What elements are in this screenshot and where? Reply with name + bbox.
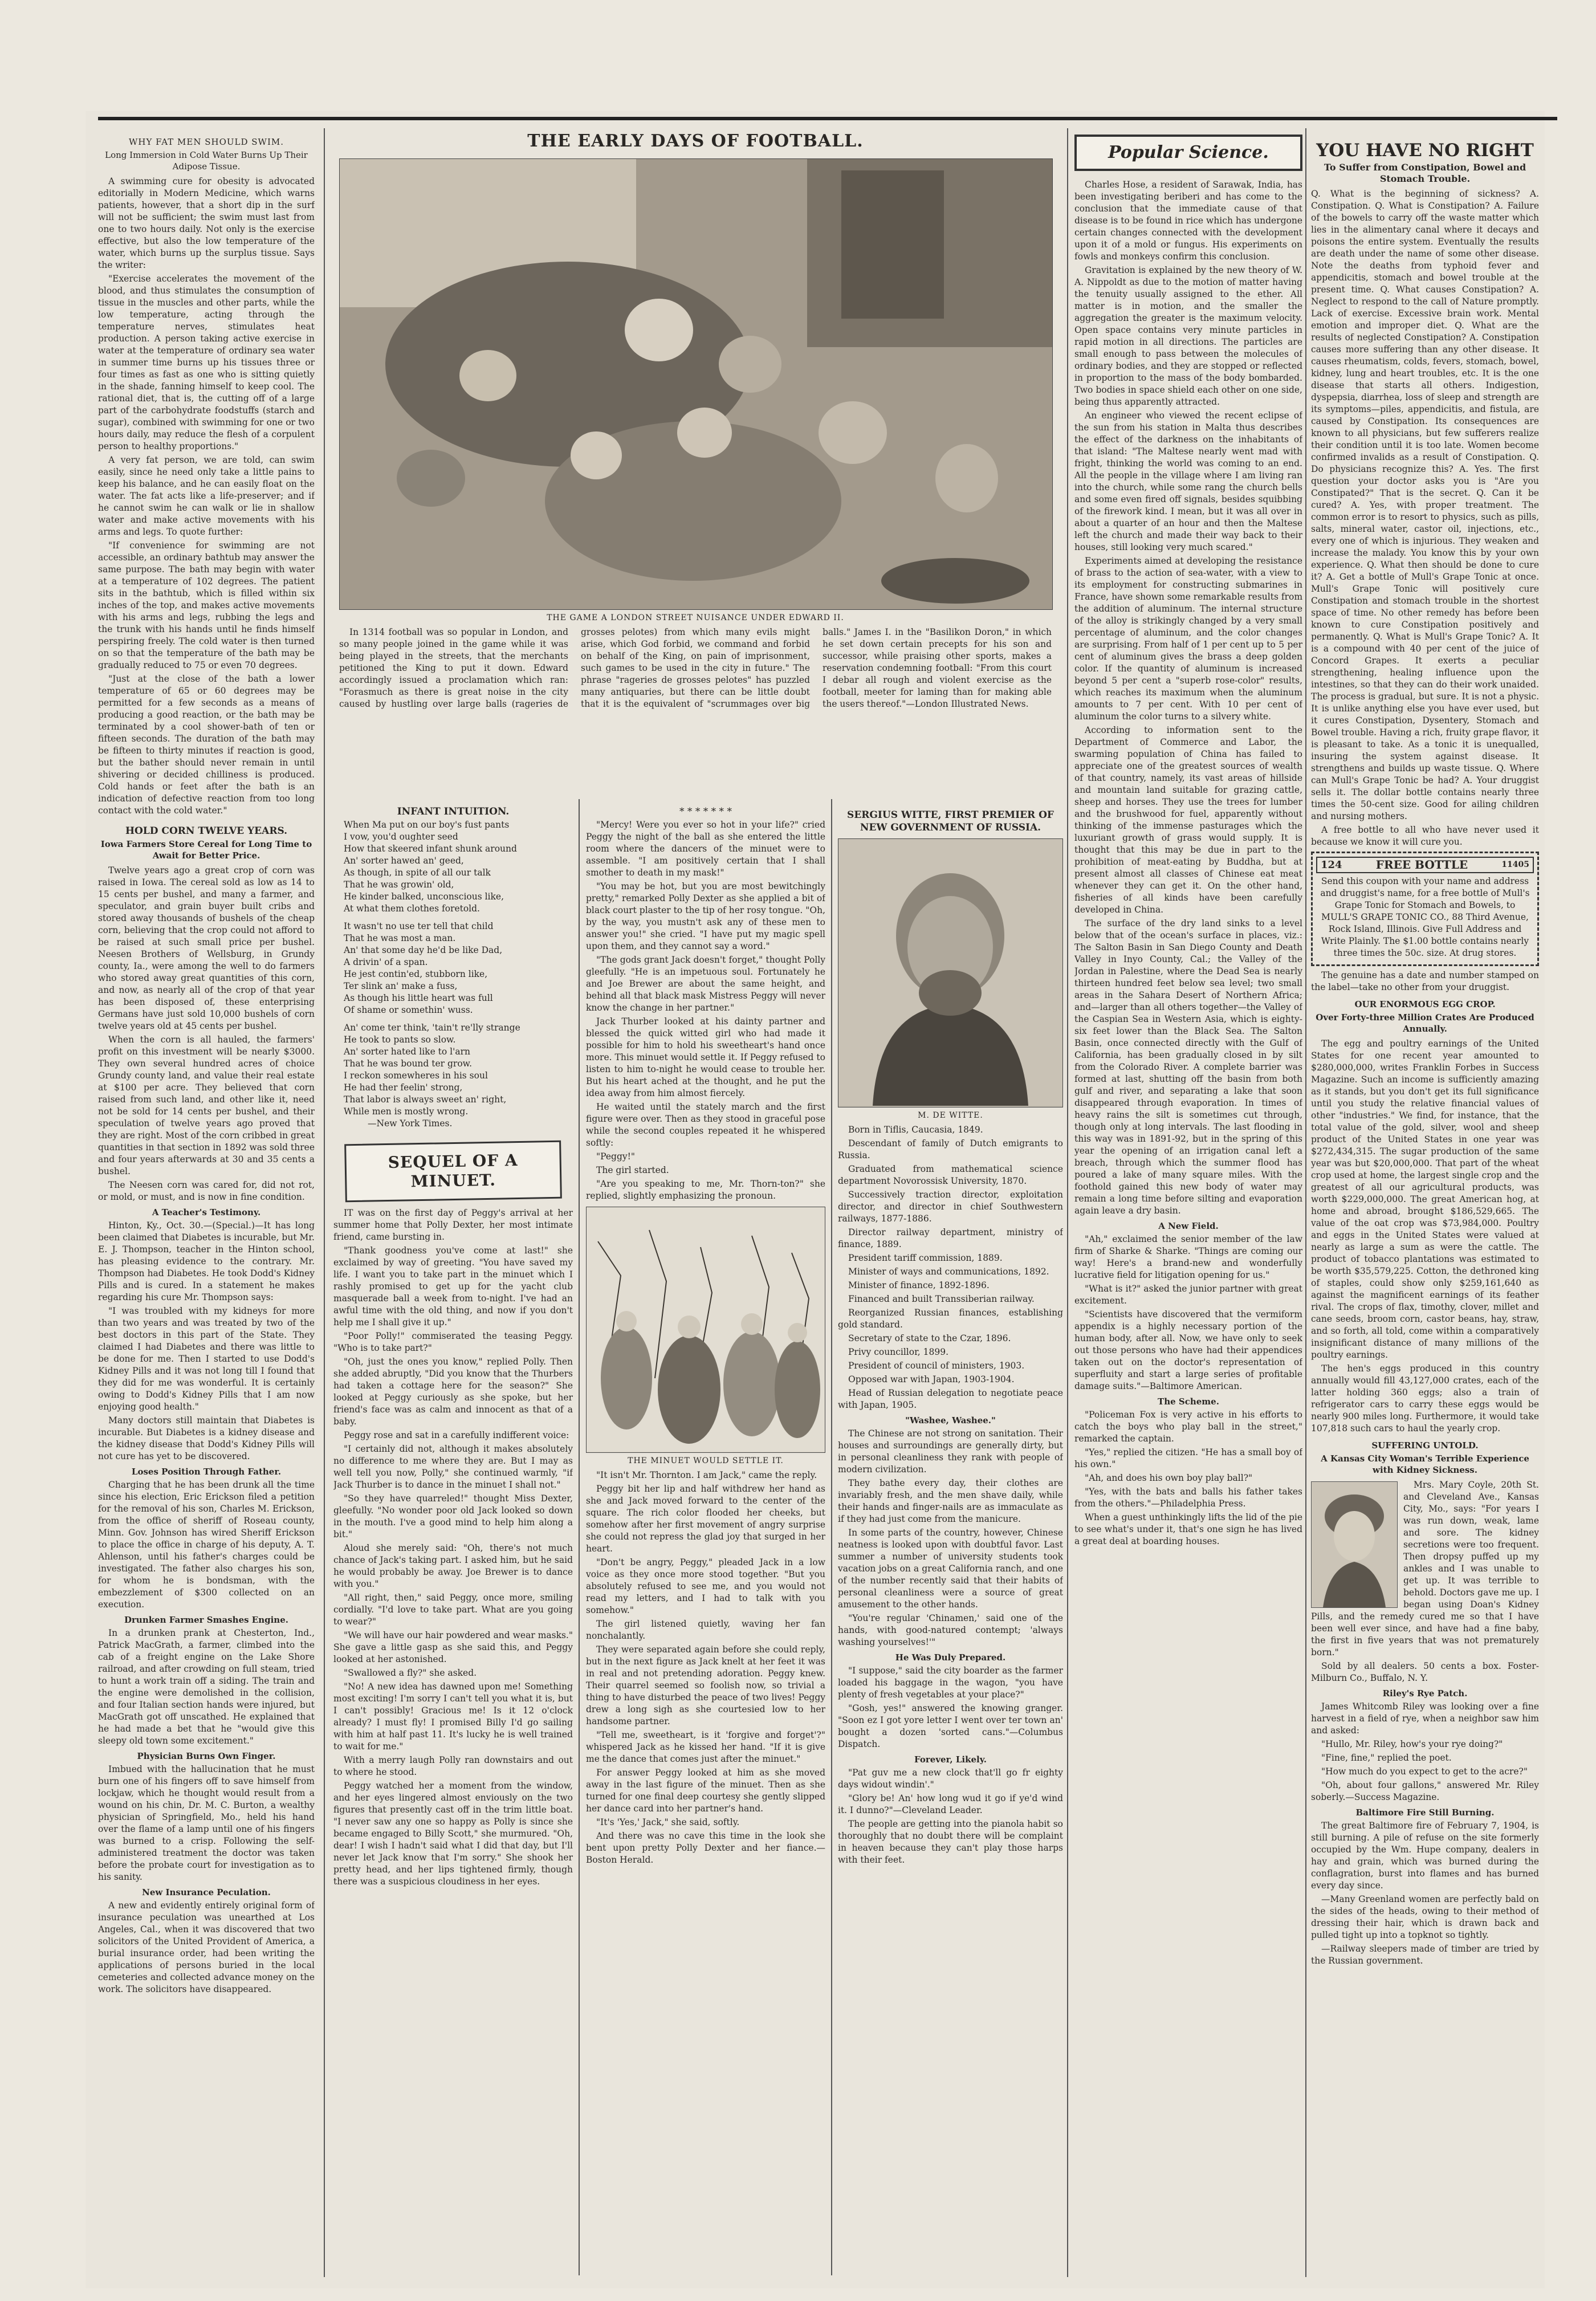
article-title: Riley's Rye Patch.	[1382, 1688, 1468, 1699]
minuet-title-box	[344, 1141, 562, 1203]
article-title: Drunken Farmer Smashes Engine.	[124, 1615, 288, 1625]
poem-line: While men is mostly wrong.	[344, 1106, 469, 1117]
ad-headline: YOU HAVE NO RIGHT	[1316, 140, 1534, 161]
paragraph: The hen's eggs produced in this country annually would fill 43,127,000 crates, each of the latter holding 360 eggs; also a train of refrigerator cars to carry these eggs would be nearly 900 miles long. Furthermore, it would take 107,818 such cars to haul the yearly crop.	[1311, 1363, 1539, 1433]
paragraph: "Glory be! An' how long wud it go if ye'd wind it. I dunno?"—Cleveland Leader.	[838, 1793, 1063, 1815]
paragraph: "Poor Polly!" commiserated the teasing Peggy. "Who is to take part?"	[333, 1331, 573, 1353]
column-1	[98, 131, 315, 2280]
poem-line: That he was bound ter grow.	[344, 1058, 473, 1069]
paragraph: "All right, then," said Peggy, once more, smiling cordially. "I'd love to take part. What are you going to wear?"	[333, 1593, 573, 1627]
top-rule	[98, 117, 1557, 120]
section-divider: * * * * * * *	[679, 806, 732, 817]
article-title: A New Field.	[1158, 1221, 1219, 1231]
ad-offer: A free bottle to all who have never used it because we know it will cure you.	[1311, 825, 1539, 847]
minuet-illustration	[586, 1207, 825, 1453]
paragraph: "Fine, fine," replied the poet.	[1321, 1753, 1452, 1763]
popular-science-logo	[1074, 135, 1302, 171]
poem-line: That labor is always sweet an' right,	[344, 1094, 507, 1105]
paragraph: Minister of ways and communications, 1892.	[848, 1266, 1049, 1277]
paragraph: "How much do you expect to get to the acre?"	[1321, 1766, 1528, 1777]
poem-line: An' that some day he'd be like Dad,	[344, 945, 503, 955]
football-article	[333, 130, 1057, 797]
paragraph: James Whitcomb Riley was looking over a fine harvest in a field of rye, when a neighbor saw him and asked:	[1311, 1701, 1539, 1736]
column-rule	[1305, 128, 1306, 2277]
article-title: "Washee, Washee."	[905, 1415, 996, 1426]
paragraph: The surface of the dry land sinks to a level below that of the ocean's surface in places, viz.: The Salton Basin in San Diego County and Death Valley in Inyo County, Cal.; the Valley of the Jordan in Palestine, where the Dead Sea is nearly thirteen hundred feet below sea level; two small areas in the Sahara Desert of Northern Africa; and—larger than all others together—the Valley of the Caspian Sea in Western Asia, which is eighty-six feet lower than the Black Sea. The Salton Basin, once connected directly with the Gulf of California, has been gradually closed in by silt from the Colorado River. A complete barrier was formed at last, shutting off the basin from both gulf and river, and separating a lake that soon disappeared through evaporation. In times of heavy rains the silt is sometimes cut through, though only at long intervals. The last flooding in this way was in 1891-92, but in the spring of this year the opening of an irrigation canal left a breach, through which the summer flood has poured a lake of many square miles. With the foothold gained this new body of water may remain a long time before silting and evaporation again leave a dry basin.	[1074, 918, 1302, 1216]
paragraph: A new and evidently entirely original form of insurance peculation was unearthed at Los Angeles, Cal., when it was discovered that two solicitors of the United Provident of America, a burial insurance order, had been writing the applications of persons buried in the local cemeteries and collected advance money on the work. The solicitors have disappeared.	[98, 1900, 315, 1994]
article-title: SUFFERING UNTOLD.	[1371, 1440, 1479, 1451]
paragraph: In 1314 football was so popular in London, and so many people joined in the game while it was being played in the streets, that the merchants petitioned the King to put it down. Edward accordingly issued a proclamation which ran: "Forasmuch as there is great noise in the city caused by hustling over large balls (rageries de grosses pelotes) from which many evils might arise, which God forbid, we command and forbid on behalf of the King, on pain of imprisonment, such games to be used in the city in future." The phrase "rageries de grosses pelotes" has puzzled many antiquaries, but there can be little doubt that it is the equivalent of "scrummages over big balls." James I. in the "Basilikon Doron," in which he set down certain precepts for his son and successor, while praising other sports, makes a reservation condemning football: "From this court I debar all rough and violent exercise as the football, meeter for laming than for making able the users thereof."—London Illustrated News.	[339, 627, 1052, 709]
paragraph: Sold by all dealers. 50 cents a box. Foster-Milburn Co., Buffalo, N. Y.	[1311, 1661, 1539, 1683]
paragraph: They bathe every day, their clothes are invariably fresh, and the men shave daily, while their hands and finger-nails are as immaculate as if they had just come from the manicure.	[838, 1478, 1063, 1524]
poem-title: INFANT INTUITION.	[397, 806, 510, 817]
paragraph: He waited until the stately march and the first figure were over. Then as they stood in graceful pose while the second couples repeated it he whispered softly:	[586, 1102, 825, 1148]
image-caption: M. DE WITTE.	[918, 1111, 983, 1120]
ad-footnote: The genuine has a date and number stamped on the label—take no other from your druggist.	[1311, 970, 1539, 992]
paragraph: Descendant of family of Dutch emigrants to Russia.	[838, 1138, 1063, 1160]
article-title: OUR ENORMOUS EGG CROP.	[1354, 999, 1496, 1009]
paragraph: Peggy bit her lip and half withdrew her hand as she and Jack moved forward to the center of the square. The rich color flooded her cheeks, but somehow after her first movement of angry surprise she could not repress the glad joy that surged in her heart.	[586, 1484, 825, 1554]
football-body	[333, 626, 1057, 710]
paragraph: Hinton, Ky., Oct. 30.—(Special.)—It has long been claimed that Diabetes is incurable, but Mr. E. J. Thompson, teacher in the Hinton school, has pleasing evidence to the contrary. Mr. Thompson had Diabetes. He took Dodd's Kidney Pills and is cured. In a statement he makes regarding his cure Mr. Thompson says:	[98, 1220, 315, 1302]
paragraph: "Pat guv me a new clock that'll go fr eighty days widout windin'."	[838, 1768, 1063, 1790]
paragraph: A swimming cure for obesity is advocated editorially in Modern Medicine, which warns patients, however, that a short dip in the surf will not be sufficient; the swim must last from one to two hours daily. Not only is the exercise effective, but also the low temperature of the water, which burns up the surplus tissue. Says the writer:	[98, 176, 315, 270]
paragraph: When a guest unthinkingly lifts the lid of the pie to see what's under it, that's one sign he has lived a great deal at boarding houses.	[1074, 1512, 1302, 1546]
paragraph: "Gosh, yes!" answered the knowing granger. "Soon ez I got yore letter I went over ter town an' bought a dozen 'sorted cans."—Columbus Dispatch.	[838, 1703, 1063, 1749]
paragraph: Graduated from mathematical science department Novorossisk University, 1870.	[838, 1164, 1063, 1186]
paragraph: "It isn't Mr. Thornton. I am Jack," came the reply.	[596, 1470, 817, 1480]
article-title: SEQUEL OF A MINUET.	[388, 1151, 518, 1191]
article-title: WHY FAT MEN SHOULD SWIM.	[128, 137, 284, 147]
paragraph: Successively traction director, exploitation director, and director in chief Southwestern railways, 1877-1886.	[838, 1190, 1063, 1224]
dancers-drawing	[587, 1207, 825, 1451]
portrait-drawing	[838, 839, 1062, 1106]
paragraph: The egg and poultry earnings of the United States for one recent year amounted to $280,000,000, writes Franklin Forbes in Success Magazine. Such an income is sufficiently amazing as it stands, but you don't get its full significance until you study the relative financial values of other "industries." We find, for instance, that the total value of the gold, silver, wool and sheep product of the United States in one year was $272,434,315. The sugar production of the same year was but $20,000,000. That part of the wheat crop used at home, the largest single crop and the greatest of all our agricultural products, was worth $229,000,000. The great American hog, at home and abroad, brought $186,529,665. The value of the oat crop was $73,984,000. Poultry and eggs in the United States were valued at nearly as large a sum as were the cattle. The product of tobacco plantations was estimated to be worth $35,579,225. Cotton, the dethroned king of staples, could show only $259,161,640 as against the magnificent earnings of its feather rival. The crops of flax, timothy, clover, millet and cane seeds, broom corn, castor beans, hay, straw, and so forth, all told, come within a comparatively insignificant distance of many millions of the poultry earnings.	[1311, 1038, 1539, 1360]
paragraph: The Neesen corn was cared for, did not rot, or mold, or must, and is now in fine condition.	[98, 1180, 315, 1202]
poem-line: An' sorter hawed an' geed,	[344, 856, 464, 866]
paragraph: For answer Peggy looked at him as she moved away in the last figure of the minuet. Then as she turned for one final deep courtesy she gently slipped her dance card into her partner's hand.	[586, 1768, 825, 1814]
poem-stanza	[333, 819, 573, 915]
poem-stanza	[333, 921, 573, 1016]
paragraph: "I certainly did not, although it makes absolutely no difference to me where they are. But I may as well tell you now, Polly," she continued warmly, "if Jack Thurber is to dance in the minuet I shall not."	[333, 1444, 573, 1490]
poem-line: That he was most a man.	[344, 933, 456, 943]
paragraph: —Railway sleepers made of timber are tried by the Russian government.	[1311, 1944, 1539, 1966]
crowd-illustration	[340, 159, 1052, 609]
column-5	[1074, 131, 1302, 2280]
article-title: Loses Position Through Father.	[131, 1467, 282, 1477]
paragraph: Many doctors still maintain that Diabetes is incurable. But Diabetes is a kidney disease and the kidney disease that Dodd's Kidney Pills will not cure has yet to be discovered.	[98, 1415, 315, 1461]
paragraph: Director railway department, ministry of finance, 1889.	[838, 1227, 1063, 1249]
column-rule	[579, 799, 580, 2275]
poem-line: He kinder balked, unconscious like,	[344, 891, 504, 902]
image-caption: THE GAME A LONDON STREET NUISANCE UNDER EDWARD II.	[547, 613, 844, 622]
paragraph: Peggy watched her a moment from the window, and her eyes lingered almost enviously on the two figures that presently cast off in the trim little boat. "I never saw any one so happy as Polly is since she became engaged to Billy Scott," she murmured. "Oh, dear! I wish I hadn't said what I did that day, but I'll never let Jack know that I'm sorry." She shook her pretty head, and her lips tightened firmly, though there was a suspicious cloudiness in her eyes.	[333, 1781, 573, 1887]
paragraph: "We will have our hair powdered and wear masks." She gave a little gasp as she said this, and Peggy looked at her astonished.	[333, 1630, 573, 1664]
paragraph: "No! A new idea has dawned upon me! Something most exciting! I'm sorry I can't tell you what it is, but I can't possibly! Gracious me! Is it 12 o'clock already? I must fly! I promised Billy I'd go sailing with him at half past 11. It's lucky he is well trained to wait for me."	[333, 1681, 573, 1752]
paragraph: Mrs. Mary Coyle, 20th St. and Cleveland Ave., Kansas City, Mo., says: "For years I was run down, weak, lame and sore. The kidney secretions were too frequent. Then dropsy puffed up my ankles and I was unable to get up. It was terrible to behold. Doctors gave me up. I began using Doan's Kidney Pills, and the remedy cured me so that I have been well ever since, and have had a fine baby, the first in five years that was not prematurely born."	[1311, 1480, 1539, 1657]
article-title: SERGIUS WITTE, FIRST PREMIER OF NEW GOVERNMENT OF RUSSIA.	[847, 809, 1054, 833]
paragraph: "Mercy! Were you ever so hot in your life?" cried Peggy the night of the ball as she entered the little room where the dancers of the minuet were to assemble. "I am positively certain that I shall smother to death in my mask!"	[586, 820, 825, 878]
poem-line: A drivin' of a span.	[344, 957, 428, 967]
column-rule	[831, 799, 832, 2275]
paragraph: Minister of finance, 1892-1896.	[848, 1280, 990, 1290]
article-title: THE EARLY DAYS OF FOOTBALL.	[527, 131, 864, 151]
paragraph: The great Baltimore fire of February 7, 1904, is still burning. A pile of refuse on the site formerly occupied by the Wm. Hupe company, dealers in hay and grain, which was burned during the conflagration, burst into flames and has burned every day since.	[1311, 1821, 1539, 1891]
column-rule	[1067, 128, 1068, 2277]
poem-line: I reckon somewheres in his soul	[344, 1070, 488, 1081]
paragraph: IT was on the first day of Peggy's arrival at her summer home that Polly Dexter, her most intimate friend, came bursting in.	[333, 1208, 573, 1242]
article-title: The Scheme.	[1158, 1396, 1219, 1407]
paragraph: The girl listened quietly, waving her fan nonchalantly.	[586, 1619, 825, 1641]
logo-text: Popular Science.	[1108, 142, 1269, 162]
poem-source: —New York Times.	[368, 1118, 453, 1129]
paragraph: "Don't be angry, Peggy," pleaded Jack in a low voice as they once more stood together. "But you absolutely refused to see me, and you would not read my letters, and I had to talk with you somehow."	[586, 1557, 825, 1615]
paragraph: Secretary of state to the Czar, 1896.	[848, 1333, 1011, 1343]
paragraph: "Scientists have discovered that the vermiform appendix is a highly necessary portion of the human body, after all. Now, we have only to seek out those persons who have had their appendices taken out on the doctor's representation of superfluity and start a large series of profitable damage suits."—Baltimore American.	[1074, 1309, 1302, 1391]
paragraph: Born in Tiflis, Caucasia, 1849.	[848, 1125, 983, 1135]
paragraph: Peggy rose and sat in a carefully indifferent voice:	[344, 1430, 569, 1440]
witte-portrait	[838, 838, 1063, 1107]
paragraph: And there was no cave this time in the look she bent upon pretty Polly Dexter and her fiance.—Boston Herald.	[586, 1831, 825, 1865]
poem-stanza	[333, 1022, 573, 1118]
paragraph: President of council of ministers, 1903.	[848, 1361, 1025, 1371]
paragraph: —Many Greenland women are perfectly bald on the sides of the heads, owing to their method of dressing their hair, which is drawn back and pulled tight up into a topknot so tightly.	[1311, 1894, 1539, 1940]
paragraph: "Policeman Fox is very active in his efforts to catch the boys who play ball in the street," remarked the captain.	[1074, 1410, 1302, 1444]
paragraph: When the corn is all hauled, the farmers' profit on this investment will be nearly $3000. They own several hundred acres of choice Grundy county land, and value their real estate at $100 per acre. They believed that corn raised from such land, and other like it, need not be sold for 14 cents per bushel, and their speculation of twelve years ago proved that they are right. Most of the corn cribbed in great quantities in that section in 1892 was sold three and four years afterwards at 30 and 35 cents a bushel.	[98, 1035, 315, 1176]
paragraph: "I suppose," said the city boarder as the farmer loaded his baggage in the wagon, "you have plenty of fresh vegetables at your place?"	[838, 1665, 1063, 1700]
article-subtitle: Iowa Farmers Store Cereal for Long Time to Await for Better Price.	[100, 839, 312, 861]
ad-subtitle: To Suffer from Constipation, Bowel and Stomach Trouble.	[1324, 162, 1526, 184]
poem-line: He had ther feelin' strong,	[344, 1082, 463, 1093]
paragraph: "I was troubled with my kidneys for more than two years and was treated by two of the best doctors in this part of the State. They claimed I had Diabetes and there was little to be done for me. Then I started to use Dodd's Kidney Pills and it was not long till I found that they did for me was wonderful. It is certainly owing to Dodd's Kidney Pills that I am now enjoying good health."	[98, 1306, 315, 1412]
coupon-number: 124	[1321, 859, 1342, 871]
paragraph: Experiments aimed at developing the resistance of brass to the action of sea-water, with a view to its employment for constructing submarines in France, have shown some remarkable results from the addition of aluminum. The internal structure of the alloy is strikingly changed by a very small percentage of aluminum, and the color changes are surprising. From half of 1 per cent up to 5 per cent of aluminum gives the brass a deep golden color. If the quantity of aluminum is increased beyond 5 per cent a "superb rose-color" results, which reaches its maximum when the aluminum amounts to 7 per cent. With 10 per cent of aluminum the color turns to a silvery white.	[1074, 556, 1302, 722]
paragraph: An engineer who viewed the recent eclipse of the sun from his station in Malta thus describes the effect of the darkness on the inhabitants of that island: "The Maltese nearly went mad with fright, thinking the world was coming to an end. All the people in the village where I am living ran into the church, while some rang the church bells and some even fired off signals, besides squibbing of the firework kind. I mean, but it was all over in about a quarter of an hour and then the Maltese left the church and made their way back to their houses, still looking very much scared."	[1074, 410, 1302, 552]
coupon-body: Send this coupon with your name and address and druggist's name, for a free bottle of Mull's Grape Tonic for Stomach and Bowels, to MULL'S GRAPE TONIC CO., 88 Third Avenue, Rock Island, Illinois. Give Full Address and Write Plainly. The $1.00 bottle contains nearly three times the 50c. size. At drug stores.	[1320, 876, 1530, 958]
paragraph: Privy councillor, 1899.	[848, 1347, 949, 1357]
paragraph: "What is it?" asked the junior partner with great excitement.	[1074, 1284, 1302, 1306]
column-4	[838, 801, 1063, 2277]
article-title: Baltimore Fire Still Burning.	[1355, 1807, 1495, 1818]
paragraph: Financed and built Transsiberian railway.	[848, 1294, 1035, 1304]
paragraph: Imbued with the hallucination that he must burn one of his fingers off to save himself from lockjaw, which he thought would result from a wound on his chin, Dr. M. C. Burton, a wealthy physician of Springfield, Mo., held his hand over the flame of a lamp until one of his fingers was burned to a crisp. Following the self-administered treatment the doctor was taken before the probate court for investigation as to his sanity.	[98, 1764, 315, 1882]
article-title: A Teacher's Testimony.	[152, 1207, 261, 1217]
article-title: New Insurance Peculation.	[142, 1887, 271, 1897]
paragraph: "Ah, and does his own boy play ball?"	[1085, 1473, 1253, 1483]
paragraph: Charles Hose, a resident of Sarawak, India, has been investigating beriberi and has come to the conclusion that the immediate cause of that disease is to be found in rice which has undergone certain changes connected with the development upon it of a mold or fungus. His experiments on fowls and monkeys confirm this conclusion.	[1074, 180, 1302, 262]
poem-line: When Ma put on our boy's fust pants	[344, 820, 510, 830]
column-6	[1311, 131, 1539, 2280]
paragraph: "The gods grant Jack doesn't forget," thought Polly gleefully. "He is an impetuous soul. Fortunately he and Joe Brewer are about the same height, and behind all that black mask Mistress Peggy will never know the change in her partner."	[586, 955, 825, 1013]
paragraph: "If convenience for swimming are not accessible, an ordinary bathtub may answer the same purpose. The bath may begin with water at a temperature of 102 degrees. The patient sits in the bathtub, which is filled within six inches of the top, and makes active movements with his arms and legs, rubbing the legs and the trunk with his hands until he finds himself perspiring freely. The cold water is then turned on so that the temperature of the bath may be gradually reduced to 75 or even 70 degrees.	[98, 540, 315, 670]
paragraph: President tariff commission, 1889.	[848, 1253, 1003, 1263]
woman-portrait	[1311, 1481, 1398, 1608]
paragraph: According to information sent to the Department of Commerce and Labor, the swarming population of China has failed to appreciate one of the greatest sources of wealth of that country, namely, its vast areas of hillside and mountain land suitable for grazing cattle, sheep and horses. They use the trees for lumber and the brushwood for fuel, apparently without thinking of the immense pasturages which the luxuriant growth of grass would supply. It is thought that this may be due in part to the prohibition of meat-eating by Buddha, but at present almost all classes of Chinese eat meat whenever they can get it. On the other hand, fisheries of all kinds have been carefully developed in China.	[1074, 725, 1302, 915]
poem-line: He jest contin'ed, stubborn like,	[344, 969, 488, 979]
paragraph: "Oh, about four gallons," answered Mr. Riley soberly.—Success Magazine.	[1311, 1780, 1539, 1802]
column-rule	[324, 128, 325, 2277]
paragraph: The people are getting into the pianola habit so thoroughly that no doubt there will be complaint in heaven because they can't play those harps with their feet.	[838, 1819, 1063, 1865]
paragraph: The Chinese are not strong on sanitation. Their houses and surroundings are generally dirty, but in personal cleanliness they rank with people of modern civilization.	[838, 1428, 1063, 1475]
paragraph: Jack Thurber looked at his dainty partner and blessed the quick witted girl who had made it possible for him to hold his sweetheart's hand once more. This minuet would settle it. If Peggy refused to listen to him to-night he would cease to trouble her. But his heart ached at the thought, and he put the idea away from him almost fiercely.	[586, 1016, 825, 1098]
paragraph: "Yes," replied the citizen. "He has a small boy of his own."	[1074, 1447, 1302, 1469]
paragraph: "Yes, with the bats and balls his father takes from the others."—Philadelphia Press.	[1074, 1487, 1302, 1509]
paragraph: Opposed war with Japan, 1903-1904.	[848, 1374, 1015, 1384]
article-title: Forever, Likely.	[914, 1754, 987, 1765]
paragraph: Head of Russian delegation to negotiate peace with Japan, 1905.	[838, 1388, 1063, 1410]
article-subtitle: A Kansas City Woman's Terrible Experience with Kidney Sickness.	[1321, 1453, 1529, 1475]
paragraph: "Just at the close of the bath a lower temperature of 65 or 60 degrees may be permitted for a few seconds as a means of producing a good reaction, or the bath may be terminated by a cool shower-bath of ten or fifteen seconds. The duration of the bath may be fifteen to thirty minutes if reaction is good, but the bather should never remain in until shivering or decided chilliness is produced. Cold hands or feet after the bath is an indication of defective reaction from too long contact with the cold water."	[98, 674, 315, 816]
paragraph: "Hullo, Mr. Riley, how's your rye doing?"	[1321, 1739, 1503, 1749]
paragraph: With a merry laugh Polly ran downstairs and out to where he stood.	[333, 1755, 573, 1777]
football-engraving	[339, 158, 1053, 610]
paragraph: In some parts of the country, however, Chinese neatness is looked upon with doubtful favor. Last summer a number of university students took vacation jobs on a great California ranch, and one of the number recently said that their habits of personal cleanliness were a source of great amusement to the other hands.	[838, 1528, 1063, 1610]
paragraph: "You may be hot, but you are most bewitchingly pretty," remarked Polly Dexter as she applied a bit of black court plaster to the tip of her rosy tongue. "Oh, by the way, you mustn't ask any of these men to answer you!" she cried. "I have put my magic spell upon them, and they cannot say a word."	[586, 881, 825, 951]
paragraph: Twelve years ago a great crop of corn was raised in Iowa. The cereal sold as low as 14 to 15 cents per bushel, and many a farmer, and speculator, and grain buyer built cribs and stored away thousands of bushels of the cheap corn, believing that the crop could not afford to be raised at such small price per bushel. Neesen Brothers of Wellsburg, in Grundy county, Ia., were among the well to do farmers who stored away great quantities of this corn, and now, as nearly all of the crop of that year has been disposed of, these enterprising Germans have just sold 10,000 bushels of corn twelve years old at 45 cents per bushel.	[98, 865, 315, 1031]
image-caption: THE MINUET WOULD SETTLE IT.	[628, 1456, 784, 1465]
coupon-header	[1316, 857, 1534, 873]
paragraph: "Are you speaking to me, Mr. Thorn-ton?" she replied, slightly emphasizing the pronoun.	[586, 1179, 825, 1201]
poem-line: I vow, you'd oughter seed	[344, 832, 458, 842]
paragraph: "Peggy!"	[596, 1151, 635, 1162]
column-2	[333, 801, 573, 2277]
poem-line: An' come ter think, 'tain't re'lly strange	[344, 1023, 520, 1033]
article-title: He Was Duly Prepared.	[895, 1652, 1006, 1663]
paragraph: "Swallowed a fly?" she asked.	[344, 1668, 477, 1678]
poem-line: It wasn't no use ter tell that child	[344, 921, 494, 931]
paragraph: "Exercise accelerates the movement of the blood, and thus stimulates the consumption of tissue in the muscles and other parts, while the low temperature, acting through the temperature nerves, stimulates heat production. A person taking active exercise in water at the temperature of ordinary sea water in summer time burns up his tissues three or four times as fast as one who is sitting quietly in the shade, fanning himself to keep cool. The rational diet, that is, the cutting off of a large part of the carbohydrate foodstuffs (starch and sugar), combined with swimming for one or two hours daily, may reduce the flesh of a corpulent person to healthy proportions."	[98, 274, 315, 451]
paragraph: They were separated again before she could reply, but in the next figure as Jack knelt at her feet it was in real and not pretending adoration. Peggy knew. Their quarrel seemed so foolish now, so trivial a thing to have disturbed the peace of two lives! Peggy drew a long sigh as she courtesied low to her handsome partner.	[586, 1644, 825, 1726]
paragraph: Charging that he has been drunk all the time since his election, Eric Erickson filed a petition for the removal of his son, Charles M. Erickson, from the office of sheriff of Roseau county, Minn. Gov. Johnson has wired Sheriff Erickson to place the office in charge of his deputy, A. T. Ahlenson, until his father's charges could be investigated. The father also charges his son, for whom he is bondsman, with the embezzlement of $300 collected on an execution.	[98, 1480, 315, 1610]
poem-line: Of shame or somethin' wuss.	[344, 1005, 473, 1015]
poem-line: How that skeered infant shunk around	[344, 844, 517, 854]
paragraph: Reorganized Russian finances, establishing gold standard.	[838, 1308, 1063, 1330]
article-subtitle: Long Immersion in Cold Water Burns Up Their Adipose Tissue.	[105, 150, 308, 172]
article-title: Physician Burns Own Finger.	[137, 1751, 276, 1761]
coupon-code: 11405	[1501, 860, 1529, 869]
coupon-title: FREE BOTTLE	[1375, 858, 1468, 871]
article-subtitle: Over Forty-three Million Crates Are Produced Annually.	[1316, 1012, 1534, 1034]
poem-line: That he was growin' old,	[344, 879, 454, 890]
poem-line: He took to pants so slow.	[344, 1035, 456, 1045]
paragraph: A very fat person, we are told, can swim easily, since he need only take a little pains to keep his balance, and he can easily float on the water. The fat acts like a life-preserver; and if he cannot swim he can walk or lie in shallow water and make active movements with his arms and legs. To quote further:	[98, 455, 315, 537]
paragraph: "So they have quarreled!" thought Miss Dexter, gleefully. "No wonder poor old Jack looked so down in the mouth. I've a good mind to help him along a bit."	[333, 1493, 573, 1540]
paragraph: "Ah," exclaimed the senior member of the law firm of Sharke & Sharke. "Things are coming our way! Here's a brand-new and wonderfully lucrative field for litigation opening for us."	[1074, 1234, 1302, 1280]
poem-line: Ter slink an' make a fuss,	[344, 981, 458, 991]
paragraph: "You're regular 'Chinamen,' said one of the hands, with good-natured contempt; 'always washing yourselves!'"	[838, 1613, 1063, 1647]
poem-line: As though his little heart was full	[344, 993, 493, 1003]
paragraph: In a drunken prank at Chesterton, Ind., Patrick MacGrath, a farmer, climbed into the cab of a freight engine on the Lake Shore railroad, and after crowding on full steam, tried to hunt a work train off a siding. The train and the engine were demolished in the collision, and four Italian section hands were injured, but MacGrath got off unscathed. He explained that he had made a bet that he "would give this sleepy old town some excitement."	[98, 1628, 315, 1746]
paragraph: "It's 'Yes,' Jack," she said, softly.	[596, 1817, 740, 1827]
poem-line: At what them clothes foretold.	[344, 903, 480, 914]
ad-body: Q. What is the beginning of sickness? A. Constipation. Q. What is Constipation? A. Failure of the bowels to carry off the waste matter which lies in the alimentary canal where it decays and poisons the entire system. Eventually the results are death under the name of some other disease. Note the deaths from typhoid fever and appendicitis, stomach and bowel trouble at the present time. Q. What causes Constipation? A. Neglect to respond to the call of Nature promptly. Lack of exercise. Excessive brain work. Mental emotion and improper diet. Q. What are the results of neglected Constipation? A. Constipation causes more suffering than any other disease. It causes rheumatism, colds, fevers, stomach, bowel, kidney, lung and heart troubles, etc. It is the one disease that starts all others. Indigestion, dyspepsia, diarrhea, loss of sleep and strength are its symptoms—piles, appendicitis, and fistula, are caused by Constipation. Its consequences are known to all physicians, but few sufferers realize their condition until it is too late. Women become confirmed invalids as a result of Constipation. Q. Do physicians recognize this? A. Yes. The first question your doctor asks you is "Are you Constipated?" That is the secret. Q. Can it be cured? A. Yes, with proper treatment. The common error is to resort to physics, such as pills, salts, mineral water, castor oil, injections, etc., every one of which is injurious. They weaken and increase the malady. You know this by your own experience. Q. What then should be done to cure it? A. Get a bottle of Mull's Grape Tonic at once. Mull's Grape Tonic will positively cure Constipation and stomach trouble in the shortest space of time. No other remedy has before been known to cure Constipation positively and permanently. Q. What is Mull's Grape Tonic? A. It is a compound with 40 per cent of the juice of Concord Grapes. It exerts a peculiar strengthening, healing influence upon the intestines, so that they can do their work unaided. The process is gradual, but sure. It is not a physic. It is unlike anything else you have ever used, but it cures Constipation, Dysentery, Stomach and Bowel trouble. Having a rich, fruity grape flavor, it is pleasant to take. As a tonic it is unequalled, insuring the system against disease. It strengthens and builds up waste tissue. Q. Where can Mull's Grape Tonic be had? A. Your druggist sells it. The dollar bottle contains nearly three times the 50-cent size. Good for ailing children and nursing mothers.	[1311, 189, 1539, 821]
column-3	[586, 801, 825, 2277]
article-title: HOLD CORN TWELVE YEARS.	[125, 825, 288, 837]
paragraph: "Thank goodness you've come at last!" she exclaimed by way of greeting. "You have saved my life. I want you to take part in the minuet which I rashly promised to get up for the yacht club masquerade ball a week from to-night. I've had an awful time with the old thing, and now if you don't help me I shall give it up."	[333, 1245, 573, 1327]
paragraph: "Tell me, sweetheart, is it 'forgive and forget'?" whispered Jack as he kissed her hand. "If it is give me the dance that comes just after the minuet."	[586, 1730, 825, 1764]
poem-line: As though, in spite of all our talk	[344, 868, 491, 878]
paragraph: "Oh, just the ones you know," replied Polly. Then she added abruptly, "Did you know that the Thurbers had taken a cottage here for the season?" She looked at Peggy curiously as she spoke, but her friend's face was as calm and innocent as that of a baby.	[333, 1357, 573, 1427]
paragraph: The girl started.	[596, 1165, 669, 1175]
poem-line: An' sorter hated like to l'arn	[344, 1046, 471, 1057]
paragraph: Gravitation is explained by the new theory of W. A. Nippoldt as due to the motion of matter having the tenuity usually assigned to the ether. All matter is in motion, and the smaller the aggregation the greater is the maximum velocity. Open space contains very minute particles in rapid motion in all directions. The particles are small enough to pass between the molecules of ordinary bodies, and they are stopped or reflected in proportion to the mass of the body bombarded. Two bodies in space shield each other on one side, being thus apparently attracted.	[1074, 265, 1302, 407]
paragraph: Aloud she merely said: "Oh, there's not much chance of Jack's taking part. I asked him, but he said he would probably be away. Joe Brewer is to dance with you."	[333, 1543, 573, 1589]
portrait-drawing	[1312, 1482, 1397, 1607]
coupon-box	[1311, 852, 1539, 966]
